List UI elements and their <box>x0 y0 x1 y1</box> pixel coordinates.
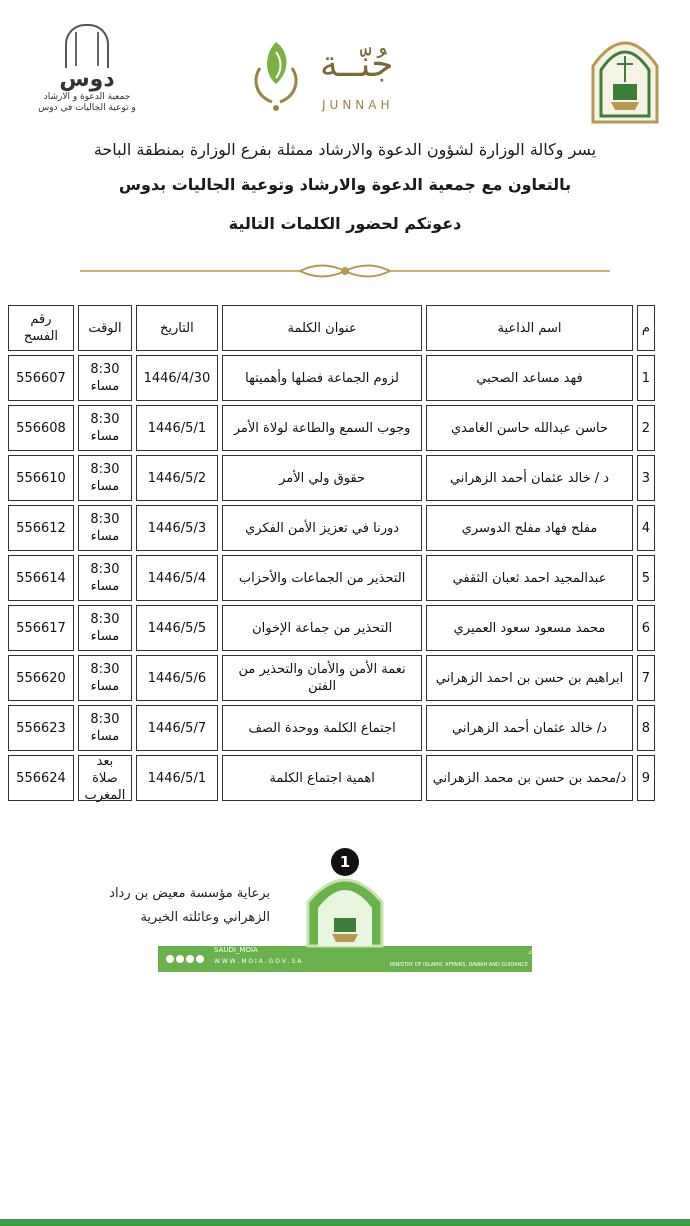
row-date: 1446/5/2 <box>136 455 218 501</box>
row-title: نعمة الأمن والأمان والتحذير من الفتن <box>222 655 422 701</box>
row-permit: 556610 <box>8 455 74 501</box>
header-name: اسم الداعية <box>426 305 632 351</box>
row-date: 1446/5/3 <box>136 505 218 551</box>
row-num: 6 <box>637 605 655 651</box>
row-title: لزوم الجماعة فضلها وأهميتها <box>222 355 422 401</box>
row-title: دورنا في تعزيز الأمن الفكري <box>222 505 422 551</box>
row-permit: 556614 <box>8 555 74 601</box>
row-num: 2 <box>637 405 655 451</box>
row-num: 1 <box>637 355 655 401</box>
row-time: 8:30 مساء <box>78 505 132 551</box>
lectures-table <box>6 303 657 803</box>
row-title: حقوق ولي الأمر <box>222 455 422 501</box>
table-row <box>6 453 657 503</box>
sponsor-line-2: الزهراني وعائلته الخيرية <box>140 910 270 925</box>
row-permit: 556620 <box>8 655 74 701</box>
footer-website: W W W . M O I A . G O V . S A <box>214 958 302 965</box>
header-permit: رقم الفسح <box>8 305 74 351</box>
intro-line-1: يسر وكالة الوزارة لشؤون الدعوة والارشاد ممثلة بفرع الوزارة بمنطقة الباحة <box>93 140 597 159</box>
row-time: 8:30 مساء <box>78 655 132 701</box>
row-date: 1446/5/5 <box>136 605 218 651</box>
table-row <box>6 703 657 753</box>
ministry-footer-banner <box>158 862 648 974</box>
row-permit: 556608 <box>8 405 74 451</box>
table-row <box>6 753 657 803</box>
intro-line-3: دعوتكم لحضور الكلمات التالية <box>228 214 462 233</box>
row-permit: 556623 <box>8 705 74 751</box>
row-date: 1446/5/1 <box>136 405 218 451</box>
dous-logo-name: دوس <box>59 67 115 92</box>
row-time: 8:30 مساء <box>78 405 132 451</box>
row-num: 7 <box>637 655 655 701</box>
page-number-badge: 1 <box>331 848 359 876</box>
row-time: بعد صلاة المغرب <box>78 755 132 801</box>
row-name: مفلح فهاد مفلح الدوسري <box>426 505 632 551</box>
header <box>0 0 690 140</box>
footer-ministry-english: MINISTRY OF ISLAMIC AFFAIRS, DAWAH AND GUIDANCE <box>389 962 528 968</box>
bottom-accent-bar <box>0 1219 690 1226</box>
row-time: 8:30 مساء <box>78 705 132 751</box>
row-name: عبدالمجيد احمد ثعبان الثقفي <box>426 555 632 601</box>
table-row <box>6 653 657 703</box>
row-name: د / خالد عثمان أحمد الزهراني <box>426 455 632 501</box>
header-num: م <box>637 305 655 351</box>
dous-association-logo <box>32 24 142 134</box>
table-row <box>6 403 657 453</box>
row-time: 8:30 مساء <box>78 455 132 501</box>
ornamental-divider <box>60 256 630 286</box>
footer-handle: SAUDI_MOIA <box>214 946 258 954</box>
row-date: 1446/4/30 <box>136 355 218 401</box>
sponsor-line-1: برعاية مؤسسة معيض بن رداد <box>109 886 270 901</box>
row-title: التحذير من الجماعات والأحزاب <box>222 555 422 601</box>
table-row <box>6 603 657 653</box>
header-time: الوقت <box>78 305 132 351</box>
snapchat-icon <box>196 955 204 963</box>
row-time: 8:30 مساء <box>78 355 132 401</box>
junnah-english-text: JUNNAH <box>322 98 394 112</box>
row-title: التحذير من جماعة الإخوان <box>222 605 422 651</box>
row-permit: 556624 <box>8 755 74 801</box>
row-num: 8 <box>637 705 655 751</box>
row-num: 3 <box>637 455 655 501</box>
row-title: اجتماع الكلمة ووحدة الصف <box>222 705 422 751</box>
header-title: عنوان الكلمة <box>222 305 422 351</box>
row-num: 4 <box>637 505 655 551</box>
header-date: التاريخ <box>136 305 218 351</box>
table-header-row <box>6 303 657 353</box>
row-permit: 556607 <box>8 355 74 401</box>
row-date: 1446/5/1 <box>136 755 218 801</box>
row-time: 8:30 مساء <box>78 555 132 601</box>
row-name: د/محمد بن حسن بن محمد الزهراني <box>426 755 632 801</box>
row-num: 5 <box>637 555 655 601</box>
row-title: اهمية اجتماع الكلمة <box>222 755 422 801</box>
row-date: 1446/5/7 <box>136 705 218 751</box>
ministry-emblem-icon <box>585 26 665 126</box>
junnah-leaf-icon <box>246 38 306 114</box>
row-name: د/ خالد عثمان أحمد الزهراني <box>426 705 632 751</box>
instagram-icon <box>176 955 184 963</box>
row-num: 9 <box>637 755 655 801</box>
footer-ministry-arabic: وزارة الشؤون الإسلامية والدعوة والإرشاد <box>528 948 648 956</box>
row-date: 1446/5/4 <box>136 555 218 601</box>
row-name: حاسن عبدالله حاسن الغامدي <box>426 405 632 451</box>
table-row <box>6 553 657 603</box>
intro-line-2: بالتعاون مع جمعية الدعوة والارشاد وتوعية الجاليات بدوس <box>118 175 572 194</box>
twitter-icon <box>166 955 174 963</box>
row-title: وجوب السمع والطاعة لولاة الأمر <box>222 405 422 451</box>
junnah-logo <box>240 30 440 120</box>
row-time: 8:30 مساء <box>78 605 132 651</box>
row-name: ابراهيم بن حسن بن احمد الزهراني <box>426 655 632 701</box>
row-name: فهد مساعد الصحبي <box>426 355 632 401</box>
table-row <box>6 503 657 553</box>
dous-tower-icon <box>65 24 109 68</box>
youtube-icon <box>186 955 194 963</box>
row-permit: 556612 <box>8 505 74 551</box>
junnah-arabic-text: جُنّــة <box>320 44 394 85</box>
row-name: محمد مسعود سعود العميري <box>426 605 632 651</box>
dous-logo-sub2: و توعية الجاليات في دوس <box>38 103 136 113</box>
table-row <box>6 353 657 403</box>
dous-logo-sub1: جمعية الدعوة و الارشاد <box>43 92 131 102</box>
row-date: 1446/5/6 <box>136 655 218 701</box>
row-permit: 556617 <box>8 605 74 651</box>
